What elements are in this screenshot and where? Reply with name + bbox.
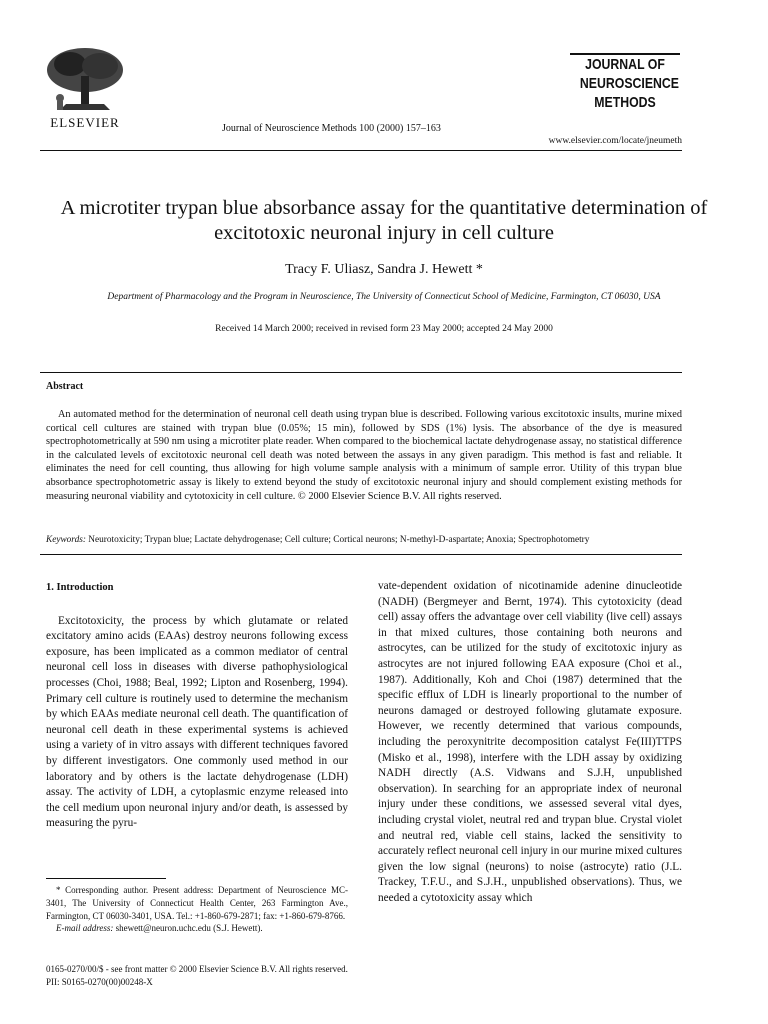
masthead-line: JOURNAL OF — [585, 56, 665, 73]
journal-reference: Journal of Neuroscience Methods 100 (2000) 157–163 — [222, 123, 441, 134]
abstract-heading: Abstract — [46, 381, 84, 392]
keywords-list: Neurotoxicity; Trypan blue; Lactate dehydrogenase; Cell culture; Cortical neurons; N-methyl-D-aspartate; Anoxia; Spectrophotometry — [88, 535, 590, 545]
author-affiliation: Department of Pharmacology and the Program in Neuroscience, The University of Connecticut School of Medicine, Farmington, CT 06030, USA — [107, 292, 661, 302]
footnote — [46, 884, 348, 935]
left-column — [46, 580, 348, 832]
right-column — [378, 579, 682, 906]
received-dates: Received 14 March 2000; received in revised form 23 May 2000; accepted 24 May 2000 — [215, 324, 553, 334]
masthead-line: NEUROSCIENCE — [579, 75, 680, 92]
bottom-matter — [46, 963, 348, 989]
section-heading: 1. Introduction — [46, 582, 114, 593]
intro-paragraph-right: vate-dependent oxidation of nicotinamide adenine dinucleotide (NADH) (Bergmeyer and Bernt, 1974). This cytotoxicity (dead cell) assay offers the advantage over cell viability (live cell) assays in that mixed cultures, those containing both neurons and astrocytes, can be utilized for the study of excitotoxic injury as astrocytes are not injured following EAA exposure (Choi et al., 1987). Additionally, Koh and Choi (1987) determined that the specific efflux of LDH is linearly proportional to the number of neurons damaged or destroyed following glutamate exposure. However, we recently determined that various compounds, including the peroxynitrite decomposition catalyst Fe(III)TTPS (Misko et al., 1998), interfere with the LDH assay by oxidizing NADH directly (A.S. Vidwans and S.J.H, unpublished observation). In searching for an appropriate index of neuronal injury under these conditions, we assessed several vital dyes, including crystal violet, neutral red and trypan blue. Crystal violet and neutral red, viable cell stains, lacked the sensitivity to accurately reflect neuronal cell injury in our murine mixed cultures given the low signal (neurons) to noise (astrocyte) ratio (J.L. Trackey, T.F.U., and S.J.H., unpublished observations). Thus, we needed a cytotoxicity assay which — [378, 580, 682, 904]
header-divider — [40, 150, 682, 151]
article-authors: Tracy F. Uliasz, Sandra J. Hewett * — [285, 262, 483, 277]
email-line — [46, 922, 348, 935]
publisher-name: ELSEVIER — [50, 115, 120, 130]
keywords — [46, 535, 682, 545]
footnote-divider — [46, 878, 166, 879]
abstract-text: An automated method for the determination of neuronal cell death using trypan blue is described. Following various excitotoxic insults, murine mixed cortical cell cultures are stained with trypan blue (0.05%; 15 min), followed by SDS (1%) lysis. The absorbance of the dye is measured spectrophotometrically at 590 nm using a microtiter plate reader. When compared to the biochemical lactate dehydrogenase assay, no statistical difference in the calculated levels of excitotoxic neuronal cell death was noted between the assays in any given paradigm. This method is fast and reliable. It eliminates the need for cell counting, thus allowing for high volume sample analysis with a minimum of sample error. Utility of this trypan blue absorbance spectrophotometric assay is likely to extend beyond the study of excitotoxic neuronal injury and should complement existing methods for measuring neuronal viability and cytotoxicity in cell culture. © 2000 Elsevier Science B.V. All rights reserved. — [46, 409, 682, 502]
journal-url[interactable]: www.elsevier.com/locate/jneumeth — [548, 136, 682, 146]
issn-line: 0165-0270/00/$ - see front matter © 2000 Elsevier Science B.V. All rights reserved. — [46, 964, 348, 974]
corresponding-author-note: * Corresponding author. Present address: Department of Neuroscience MC-3401, The University of Connecticut Health Center, 263 Farmington Ave., Farmington, CT 06030-3401, USA. Tel.: +1-860-679-2871; fax: +1-860-679-8766. — [46, 885, 348, 921]
email-address[interactable]: shewett@neuron.uchc.edu (S.J. Hewett). — [115, 923, 263, 934]
keywords-divider — [40, 554, 682, 555]
pii-line: PII: S0165-0270(00)00248-X — [46, 977, 153, 987]
article-title: A microtiter trypan blue absorbance assay for the quantitative determination of excitotoxic neuronal injury in cell culture — [60, 197, 708, 244]
intro-paragraph-left: Excitotoxicity, the process by which glutamate or related excitatory amino acids (EAAs) destroy neurons following excess exposure, has been implicated as a common mediator of central neuronal cell loss in diseases with diverse pathophysiological processes (Choi, 1988; Beal, 1992; Lipton and Rosenberg, 1994). Primary cell culture is routinely used to determine the mechanism by which EAAs mediate neuronal cell death. The quantification of neuronal cell death in these experimental systems is achieved using a variety of in vitro assays with different techniques favored by different investigators. One commonly used method in our laboratory and by others is the lactate dehydrogenase (LDH) assay. The activity of LDH, a cytoplasmic enzyme released into the cell medium upon neuronal injury and/or death, is assessed by measuring the pyru- — [46, 614, 348, 830]
keywords-label: Keywords: — [46, 535, 86, 545]
masthead-line: METHODS — [594, 94, 656, 111]
journal-masthead — [570, 53, 680, 127]
abstract-divider — [40, 372, 682, 373]
email-label: E-mail address: — [56, 923, 114, 934]
